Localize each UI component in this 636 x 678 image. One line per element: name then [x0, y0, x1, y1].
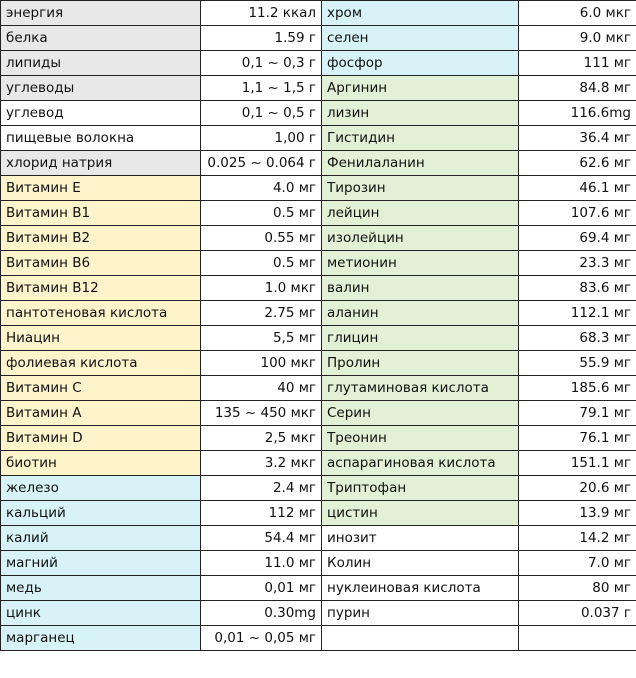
left-nutrient-name: энергия	[1, 1, 201, 26]
right-nutrient-value: 7.0 мг	[519, 551, 636, 576]
left-nutrient-value: 54.4 мг	[201, 526, 322, 551]
left-nutrient-value: 3.2 мкг	[201, 451, 322, 476]
table-row	[1, 576, 636, 601]
table-row	[1, 426, 636, 451]
left-nutrient-name: Витамин B1	[1, 201, 201, 226]
left-nutrient-value: 2,5 мкг	[201, 426, 322, 451]
left-nutrient-value: 11.0 мг	[201, 551, 322, 576]
right-nutrient-name: Гистидин	[322, 126, 519, 151]
left-nutrient-name: пантотеновая кислота	[1, 301, 201, 326]
table-row	[1, 526, 636, 551]
table-row	[1, 76, 636, 101]
nutrition-table-body	[1, 1, 636, 651]
left-nutrient-name: калий	[1, 526, 201, 551]
right-nutrient-value: 13.9 мг	[519, 501, 636, 526]
table-row	[1, 126, 636, 151]
table-row	[1, 301, 636, 326]
table-row	[1, 201, 636, 226]
left-nutrient-value: 135 ~ 450 мкг	[201, 401, 322, 426]
left-nutrient-value: 5,5 мг	[201, 326, 322, 351]
left-nutrient-value: 100 мкг	[201, 351, 322, 376]
left-nutrient-name: марганец	[1, 626, 201, 651]
right-nutrient-name: хром	[322, 1, 519, 26]
right-nutrient-name: нуклеиновая кислота	[322, 576, 519, 601]
right-nutrient-value: 116.6mg	[519, 101, 636, 126]
left-nutrient-value: 112 мг	[201, 501, 322, 526]
right-nutrient-value: 55.9 мг	[519, 351, 636, 376]
left-nutrient-name: углевод	[1, 101, 201, 126]
left-nutrient-value: 0.30mg	[201, 601, 322, 626]
table-row	[1, 451, 636, 476]
right-nutrient-name: валин	[322, 276, 519, 301]
left-nutrient-name: белка	[1, 26, 201, 51]
right-nutrient-name: Серин	[322, 401, 519, 426]
right-nutrient-name: лизин	[322, 101, 519, 126]
left-nutrient-value: 40 мг	[201, 376, 322, 401]
left-nutrient-name: Витамин B2	[1, 226, 201, 251]
left-nutrient-value: 1.59 г	[201, 26, 322, 51]
left-nutrient-name: пищевые волокна	[1, 126, 201, 151]
table-row	[1, 26, 636, 51]
right-nutrient-value: 76.1 мг	[519, 426, 636, 451]
table-row	[1, 376, 636, 401]
left-nutrient-name: Витамин D	[1, 426, 201, 451]
right-nutrient-value: 83.6 мг	[519, 276, 636, 301]
left-nutrient-value: 0,1 ~ 0,3 г	[201, 51, 322, 76]
right-nutrient-name: фосфор	[322, 51, 519, 76]
table-row	[1, 401, 636, 426]
right-nutrient-name: изолейцин	[322, 226, 519, 251]
right-nutrient-name: Тирозин	[322, 176, 519, 201]
right-nutrient-value: 111 мг	[519, 51, 636, 76]
left-nutrient-name: фолиевая кислота	[1, 351, 201, 376]
right-nutrient-name: Аргинин	[322, 76, 519, 101]
right-nutrient-value: 112.1 мг	[519, 301, 636, 326]
table-row	[1, 1, 636, 26]
table-row	[1, 101, 636, 126]
left-nutrient-name: Витамин B12	[1, 276, 201, 301]
right-nutrient-value: 14.2 мг	[519, 526, 636, 551]
table-row	[1, 151, 636, 176]
right-nutrient-value: 69.4 мг	[519, 226, 636, 251]
left-nutrient-name: Ниацин	[1, 326, 201, 351]
table-row	[1, 626, 636, 651]
right-nutrient-name: Пролин	[322, 351, 519, 376]
right-nutrient-name: цистин	[322, 501, 519, 526]
right-nutrient-name: Треонин	[322, 426, 519, 451]
right-nutrient-name: глицин	[322, 326, 519, 351]
right-nutrient-value: 107.6 мг	[519, 201, 636, 226]
left-nutrient-value: 4.0 мг	[201, 176, 322, 201]
left-nutrient-name: магний	[1, 551, 201, 576]
right-nutrient-value: 151.1 мг	[519, 451, 636, 476]
right-nutrient-name: лейцин	[322, 201, 519, 226]
table-row	[1, 551, 636, 576]
left-nutrient-value: 1,00 г	[201, 126, 322, 151]
right-nutrient-name: Фенилаланин	[322, 151, 519, 176]
left-nutrient-value: 1.0 мкг	[201, 276, 322, 301]
right-nutrient-name: аланин	[322, 301, 519, 326]
right-nutrient-value: 6.0 мкг	[519, 1, 636, 26]
right-nutrient-name: пурин	[322, 601, 519, 626]
left-nutrient-value: 0.025 ~ 0.064 г	[201, 151, 322, 176]
left-nutrient-name: Витамин B6	[1, 251, 201, 276]
right-nutrient-name: Триптофан	[322, 476, 519, 501]
right-nutrient-value: 23.3 мг	[519, 251, 636, 276]
left-nutrient-value: 11.2 ккал	[201, 1, 322, 26]
left-nutrient-value: 0,01 ~ 0,05 мг	[201, 626, 322, 651]
right-nutrient-value: 20.6 мг	[519, 476, 636, 501]
right-nutrient-value: 9.0 мкг	[519, 26, 636, 51]
table-row	[1, 51, 636, 76]
table-row	[1, 351, 636, 376]
left-nutrient-name: хлорид натрия	[1, 151, 201, 176]
left-nutrient-name: медь	[1, 576, 201, 601]
right-nutrient-value: 80 мг	[519, 576, 636, 601]
right-nutrient-name: инозит	[322, 526, 519, 551]
left-nutrient-value: 2.4 мг	[201, 476, 322, 501]
left-nutrient-name: Витамин C	[1, 376, 201, 401]
right-nutrient-value: 36.4 мг	[519, 126, 636, 151]
left-nutrient-name: липиды	[1, 51, 201, 76]
table-row	[1, 326, 636, 351]
left-nutrient-name: железо	[1, 476, 201, 501]
right-nutrient-name: глутаминовая кислота	[322, 376, 519, 401]
table-row	[1, 176, 636, 201]
left-nutrient-value: 0,1 ~ 0,5 г	[201, 101, 322, 126]
right-nutrient-name	[322, 626, 519, 651]
table-row	[1, 476, 636, 501]
right-nutrient-value: 62.6 мг	[519, 151, 636, 176]
right-nutrient-name: Колин	[322, 551, 519, 576]
left-nutrient-value: 0.5 мг	[201, 201, 322, 226]
left-nutrient-name: цинк	[1, 601, 201, 626]
left-nutrient-name: Витамин E	[1, 176, 201, 201]
left-nutrient-value: 0.5 мг	[201, 251, 322, 276]
table-row	[1, 276, 636, 301]
right-nutrient-value: 79.1 мг	[519, 401, 636, 426]
left-nutrient-value: 2.75 мг	[201, 301, 322, 326]
table-row	[1, 501, 636, 526]
right-nutrient-value: 0.037 г	[519, 601, 636, 626]
table-row	[1, 601, 636, 626]
right-nutrient-value: 46.1 мг	[519, 176, 636, 201]
right-nutrient-name: метионин	[322, 251, 519, 276]
right-nutrient-value: 68.3 мг	[519, 326, 636, 351]
left-nutrient-name: Витамин A	[1, 401, 201, 426]
right-nutrient-value: 84.8 мг	[519, 76, 636, 101]
right-nutrient-value: 185.6 мг	[519, 376, 636, 401]
table-row	[1, 226, 636, 251]
left-nutrient-value: 0,01 мг	[201, 576, 322, 601]
right-nutrient-name: аспарагиновая кислота	[322, 451, 519, 476]
left-nutrient-name: биотин	[1, 451, 201, 476]
left-nutrient-name: кальций	[1, 501, 201, 526]
right-nutrient-value	[519, 626, 636, 651]
right-nutrient-name: селен	[322, 26, 519, 51]
left-nutrient-value: 1,1 ~ 1,5 г	[201, 76, 322, 101]
left-nutrient-value: 0.55 мг	[201, 226, 322, 251]
left-nutrient-name: углеводы	[1, 76, 201, 101]
table-row	[1, 251, 636, 276]
